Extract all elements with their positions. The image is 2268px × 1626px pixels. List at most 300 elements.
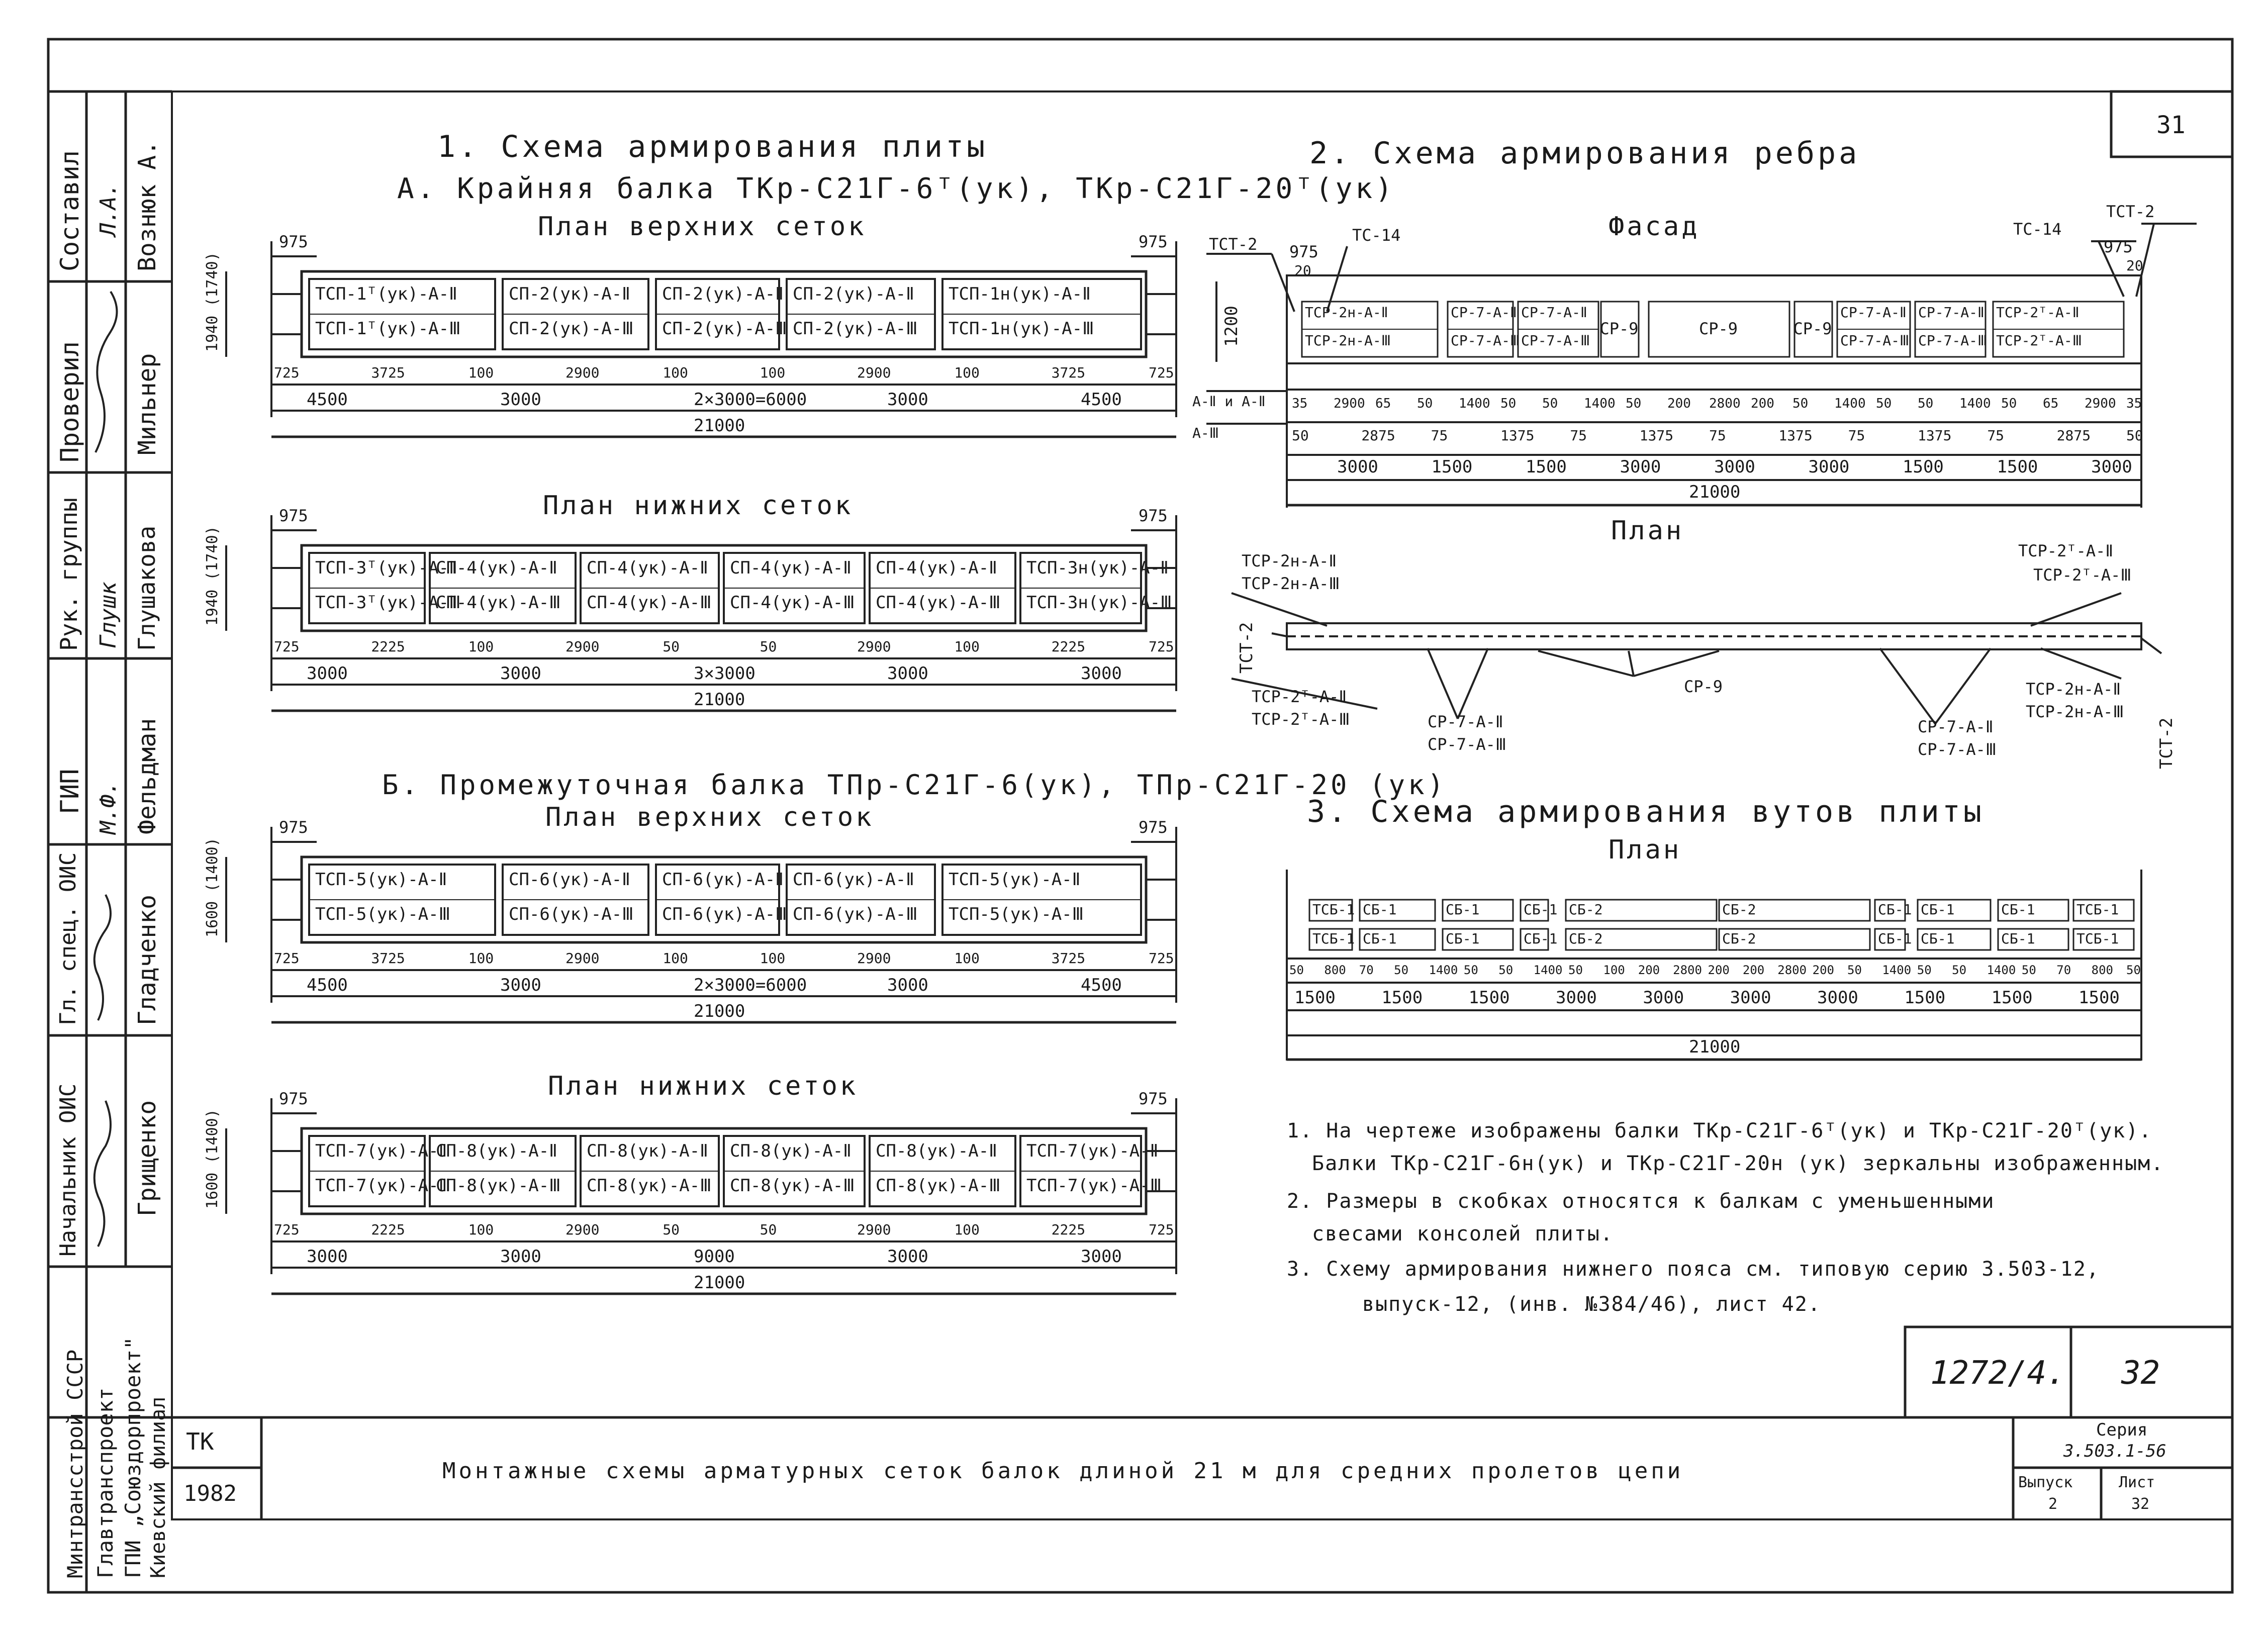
s2-dim-a3-0: 50 — [1292, 427, 1309, 444]
b-bot-dim1-9: 725 — [1149, 1221, 1174, 1238]
s2-plan-bl2: ТСР-2ᵀ-А-Ⅲ — [1252, 710, 1350, 729]
s3-dim1-19: 50 — [1952, 963, 1967, 977]
s2-dim-a2-0: 35 — [1292, 396, 1308, 411]
s3-row1-7: СБ-1 — [1921, 901, 1955, 918]
b-top-overhang-left: 975 — [279, 818, 308, 837]
s2-plan-cr1: СР-7-А-Ⅱ — [1918, 717, 1994, 736]
note-1a: 1. На чертеже изображены балки ТКр-С21Г-6ᵀ(ук) и ТКр-С21Г-20ᵀ(ук). — [1287, 1119, 2152, 1142]
s3-row2-0: ТСБ-1 — [1312, 930, 1355, 947]
s2-dim-a3-8: 75 — [1848, 427, 1865, 444]
a-top-dim1-5: 100 — [760, 364, 786, 381]
s3-row1-2: СБ-1 — [1446, 901, 1480, 918]
s3-dim1-4: 1400 — [1429, 963, 1458, 977]
a-bot-cell-3-a2: СП-4(ук)-А-Ⅱ — [730, 558, 852, 578]
s3-row2-3: СБ-1 — [1524, 930, 1558, 947]
b-top-dim1-4: 100 — [663, 950, 688, 967]
s2-cell-1-a3: СР-7-А-Ⅲ — [1451, 332, 1520, 349]
a-bot-dim2-0: 3000 — [307, 663, 348, 684]
s2-dim-big-1: 1500 — [1431, 457, 1473, 477]
a-bot-dim1-0: 725 — [274, 638, 300, 655]
b-top-cell-2-a2: СП-6(ук)-А-Ⅱ — [662, 870, 784, 890]
b-top-dim1-5: 100 — [760, 950, 786, 967]
s2-row-a3-label: А-Ⅲ — [1192, 425, 1219, 441]
s2-d20-right: 20 — [2126, 257, 2143, 274]
s2-plan-tst-right: ТСТ-2 — [2156, 717, 2177, 769]
b-bot-cell-4-a3: СП-8(ук)-А-Ⅲ — [876, 1176, 1001, 1196]
s2-cell-4: СР-9 — [1699, 319, 1738, 338]
s3-dim1-11: 2800 — [1673, 963, 1702, 977]
s3-dim2-6: 3000 — [1817, 988, 1858, 1008]
s3-dim1-16: 50 — [1847, 963, 1862, 977]
b-bot-overhang-left: 975 — [279, 1089, 308, 1108]
a-bot-cell-4-a2: СП-4(ук)-А-Ⅱ — [876, 558, 997, 578]
s2-dim-big-5: 3000 — [1808, 457, 1850, 477]
mesh-outline — [1443, 929, 1513, 950]
a-bot-cell-5-a2: ТСП-3н(ук)-А-Ⅱ — [1026, 558, 1169, 578]
b-top-dim2-4: 4500 — [1081, 975, 1122, 995]
b-top-cell-0-a2: ТСП-5(ук)-А-Ⅱ — [315, 870, 447, 890]
series-value: 3.503.1-56 — [2063, 1441, 2166, 1461]
s2-dim-a2-2: 65 — [1375, 396, 1391, 411]
s3-row2-5: СБ-2 — [1722, 930, 1756, 947]
a-bot-cell-1-a3: СП-4(ук)-А-Ⅲ — [436, 593, 561, 613]
s3-dim1-7: 1400 — [1533, 963, 1563, 977]
a-top-cell-1-a2: СП-2(ук)-А-Ⅱ — [509, 284, 630, 304]
b-bot-total: 21000 — [694, 1273, 745, 1293]
stamp-sign-1: Л.А. — [96, 183, 121, 236]
b-bot-dim2-2: 9000 — [694, 1247, 735, 1267]
s2-dim-a2-3: 50 — [1417, 396, 1433, 411]
s2-title: 2. Схема армирования ребра — [1309, 136, 1860, 171]
s2-total: 21000 — [1689, 482, 1741, 502]
s3-dim1-0: 50 — [1289, 963, 1304, 977]
s2-plan-cr2: СР-7-А-Ⅲ — [1918, 740, 1997, 759]
mesh-outline — [1649, 302, 1789, 357]
s2-dim-a2-5: 50 — [1500, 396, 1517, 411]
s2-dim-a2-6: 50 — [1542, 396, 1558, 411]
s2-ts14-left: ТС-14 — [1352, 226, 1401, 245]
s3-dim1-8: 50 — [1568, 963, 1583, 977]
org-4: Киевский филиал — [147, 1396, 170, 1578]
a-bot-dim2-3: 3000 — [887, 663, 928, 684]
s2-plan-tr1: ТСР-2ᵀ-А-Ⅱ — [2018, 541, 2114, 560]
b-bot-dim1-5: 50 — [760, 1221, 777, 1238]
s1-title: 1. Схема армирования плиты — [437, 129, 988, 164]
s2-dim-a2-12: 50 — [1792, 396, 1809, 411]
b-bot-cell-0-a2: ТСП-7(ук)-А-Ⅱ — [315, 1141, 447, 1161]
b-top-total: 21000 — [694, 1001, 745, 1021]
s2-facade-title: Фасад — [1609, 212, 1700, 242]
s1-b-top-plan-title: План верхних сеток — [545, 802, 874, 832]
org-3: ГПИ „Союздорпроект" — [121, 1336, 145, 1578]
title-code: ТК — [186, 1428, 214, 1455]
s3-total: 21000 — [1689, 1037, 1741, 1057]
s2-d975-right: 975 — [2104, 237, 2133, 256]
series-label: Серия — [2096, 1420, 2148, 1440]
b-top-dim2-0: 4500 — [307, 975, 348, 995]
s2-plan-tl2: ТСР-2н-А-Ⅲ — [1242, 574, 1340, 593]
s1-a-top-plan-title: План верхних сеток — [538, 212, 867, 242]
a-bot-dim1-1: 2225 — [371, 638, 405, 655]
s3-row2-1: СБ-1 — [1363, 930, 1397, 947]
s3-dim1-12: 200 — [1708, 963, 1730, 977]
b-bot-cell-3-a3: СП-8(ук)-А-Ⅲ — [730, 1176, 855, 1196]
s2-tst2-left: ТСТ-2 — [1209, 235, 1258, 254]
s3-dim1-20: 1400 — [1987, 963, 2016, 977]
b-top-dim1-7: 100 — [954, 950, 980, 967]
s3-dim1-6: 50 — [1498, 963, 1514, 977]
a-bot-cell-0-a3: ТСП-3ᵀ(ук)-А-Ⅲ — [315, 593, 461, 613]
a-bot-overhang-right: 975 — [1139, 506, 1168, 525]
title-year: 1982 — [183, 1481, 237, 1506]
s2-height: 1200 — [1221, 306, 1242, 347]
issue-value: 2 — [2048, 1495, 2058, 1513]
b-top-cell-2-a3: СП-6(ук)-А-Ⅲ — [662, 904, 787, 924]
s3-dim1-17: 1400 — [1882, 963, 1912, 977]
b-bot-dim1-6: 2900 — [857, 1221, 891, 1238]
note-2a: 2. Размеры в скобках относятся к балкам с уменьшенными — [1287, 1190, 1995, 1213]
a-top-dim1-8: 3725 — [1051, 364, 1086, 381]
s2-dim-a3-9: 1375 — [1918, 427, 1952, 444]
s2-ts14-right: ТС-14 — [2013, 220, 2062, 239]
mesh-outline — [1875, 929, 1905, 950]
s2-dim-a2-14: 50 — [1876, 396, 1892, 411]
s2-dim-big-4: 3000 — [1714, 457, 1755, 477]
b-bot-dim2-0: 3000 — [307, 1247, 348, 1267]
a-bot-dim1-5: 50 — [760, 638, 777, 655]
s2-dim-a3-12: 50 — [2126, 427, 2143, 444]
a-bot-width: 1940 (1740) — [204, 526, 221, 626]
doc-sheet: 32 — [2121, 1355, 2160, 1392]
s3-row2-2: СБ-1 — [1446, 930, 1480, 947]
sheet-number-top: 31 — [2156, 111, 2186, 139]
b-bot-cell-4-a2: СП-8(ук)-А-Ⅱ — [876, 1141, 997, 1161]
a-bot-cell-2-a3: СП-4(ук)-А-Ⅲ — [587, 593, 712, 613]
a-top-cell-4-a3: ТСП-1н(ук)-А-Ⅲ — [949, 319, 1094, 339]
mesh-outline — [1601, 302, 1639, 357]
s3-dim2-1: 1500 — [1381, 988, 1423, 1008]
s2-row-a2-label: А-Ⅱ и А-Ⅱ — [1192, 393, 1266, 410]
a-top-dim1-2: 100 — [468, 364, 494, 381]
s2-plan-tl1: ТСР-2н-А-Ⅱ — [1242, 551, 1337, 570]
a-bot-cell-1-a2: СП-4(ук)-А-Ⅱ — [436, 558, 557, 578]
s2-plan-br1: ТСР-2н-А-Ⅱ — [2026, 680, 2121, 699]
stamp-role-2: Проверил — [55, 341, 84, 462]
b-top-dim1-0: 725 — [274, 950, 300, 967]
stamp-name-5: Гладченко — [133, 894, 161, 1025]
s3-dim1-23: 800 — [2091, 963, 2113, 977]
stamp-name-1: Вознюк А. — [133, 140, 161, 271]
b-top-cell-3-a3: СП-6(ук)-А-Ⅲ — [793, 904, 918, 924]
s2-dim-big-0: 3000 — [1337, 457, 1378, 477]
s2-cell-8-a3: ТСР-2ᵀ-А-Ⅲ — [1996, 332, 2083, 349]
s3-dim1-1: 800 — [1324, 963, 1346, 977]
s2-plan-br2: ТСР-2н-А-Ⅲ — [2026, 702, 2124, 721]
s2-plan-sr9: СР-9 — [1684, 677, 1723, 696]
s3-row1-3: СБ-1 — [1524, 901, 1558, 918]
a-bot-dim1-6: 2900 — [857, 638, 891, 655]
a-top-dim1-7: 100 — [954, 364, 980, 381]
s3-dim2-4: 3000 — [1643, 988, 1684, 1008]
b-bot-dim1-3: 2900 — [565, 1221, 600, 1238]
a-bot-dim1-8: 2225 — [1051, 638, 1086, 655]
mesh-outline — [1309, 929, 1352, 950]
a-bot-cell-5-a3: ТСП-3н(ук)-А-Ⅲ — [1026, 593, 1172, 613]
b-bot-dim1-7: 100 — [954, 1221, 980, 1238]
b-top-cell-1-a3: СП-6(ук)-А-Ⅲ — [509, 904, 634, 924]
s3-dim2-5: 3000 — [1730, 988, 1771, 1008]
mesh-outline — [1309, 900, 1352, 921]
a-top-cell-4-a2: ТСП-1н(ук)-А-Ⅱ — [949, 284, 1091, 304]
mesh-outline — [1443, 900, 1513, 921]
stamp-sign-3: Глушк — [96, 582, 121, 648]
mesh-outline — [2073, 929, 2134, 950]
b-top-cell-3-a2: СП-6(ук)-А-Ⅱ — [793, 870, 914, 890]
b-top-width: 1600 (1400) — [204, 837, 221, 937]
s2-dim-a2-15: 50 — [1918, 396, 1934, 411]
b-bot-dim2-1: 3000 — [500, 1247, 541, 1267]
a-top-cell-3-a3: СП-2(ук)-А-Ⅲ — [793, 319, 918, 339]
stamp-name-4: Фельдман — [133, 718, 161, 834]
b-top-cell-1-a2: СП-6(ук)-А-Ⅱ — [509, 870, 630, 890]
org-2: Главтранспроект — [93, 1387, 118, 1578]
b-top-dim1-9: 725 — [1149, 950, 1174, 967]
b-bot-cell-3-a2: СП-8(ук)-А-Ⅱ — [730, 1141, 852, 1161]
s3-dim1-9: 100 — [1603, 963, 1625, 977]
s3-row2-4: СБ-2 — [1569, 930, 1603, 947]
b-top-dim2-3: 3000 — [887, 975, 928, 995]
a-top-cell-0-a2: ТСП-1ᵀ(ук)-А-Ⅱ — [315, 284, 457, 304]
s1-b-bottom-plan-title: План нижних сеток — [548, 1071, 859, 1101]
s2-dim-a2-20: 35 — [2126, 396, 2142, 411]
s2-d975-left: 975 — [1289, 242, 1318, 261]
s2-dim-a3-11: 2875 — [2056, 427, 2091, 444]
a-top-dim1-6: 2900 — [857, 364, 891, 381]
note-1b: Балки ТКр-С21Г-6н(ук) и ТКр-С21Г-20н (ук) зеркальны изображенным. — [1312, 1152, 2164, 1175]
s2-cell-3: СР-9 — [1599, 319, 1639, 338]
b-top-dim1-6: 2900 — [857, 950, 891, 967]
s3-dim2-3: 3000 — [1556, 988, 1597, 1008]
mesh-outline — [1360, 900, 1435, 921]
s3-row1-6: СБ-1 — [1878, 901, 1912, 918]
s3-dim2-9: 1500 — [2078, 988, 2120, 1008]
note-3a: 3. Схему армирования нижнего пояса см. типовую серию 3.503-12, — [1287, 1258, 2100, 1281]
b-bot-width: 1600 (1400) — [204, 1109, 221, 1209]
list-label: Лист — [2119, 1474, 2155, 1491]
s2-dim-a3-1: 2875 — [1361, 427, 1395, 444]
s2-dim-a3-5: 1375 — [1639, 427, 1674, 444]
stamp-role-4: ГИП — [55, 769, 84, 814]
s2-dim-a3-2: 75 — [1431, 427, 1448, 444]
a-top-dim2-4: 4500 — [1081, 390, 1122, 410]
b-bot-dim1-1: 2225 — [371, 1221, 405, 1238]
s2-cell-6-a3: СР-7-А-Ⅲ — [1840, 332, 1910, 349]
a-top-cell-1-a3: СП-2(ук)-А-Ⅲ — [509, 319, 634, 339]
issue-label: Выпуск — [2018, 1474, 2073, 1491]
s2-plan-title: План — [1611, 516, 1684, 546]
stamp-role-5: Гл. спец. ОИС — [55, 852, 81, 1025]
s2-cell-7-a2: СР-7-А-Ⅱ — [1918, 304, 1984, 321]
s2-cell-1-a2: СР-7-А-Ⅱ — [1451, 304, 1517, 321]
mesh-outline — [1918, 929, 1991, 950]
a-top-dim1-3: 2900 — [565, 364, 600, 381]
a-top-width: 1940 (1740) — [204, 252, 221, 352]
s1-a-title: А. Крайняя балка ТКр-С21Г-6ᵀ(ук), ТКр-С21Г-20ᵀ(ук) — [397, 172, 1395, 205]
mesh-outline — [1719, 900, 1870, 921]
stamp-role-6: Начальник ОИС — [55, 1083, 81, 1257]
a-top-dim2-1: 3000 — [500, 390, 541, 410]
s2-dim-big-8: 3000 — [2091, 457, 2132, 477]
s2-dim-big-2: 1500 — [1526, 457, 1567, 477]
s2-cell-2-a3: СР-7-А-Ⅲ — [1521, 332, 1590, 349]
a-top-dim1-4: 100 — [663, 364, 688, 381]
a-top-cell-0-a3: ТСП-1ᵀ(ук)-А-Ⅲ — [315, 319, 461, 339]
a-top-total: 21000 — [694, 416, 745, 436]
s2-dim-a2-19: 2900 — [2085, 396, 2116, 411]
b-bot-cell-2-a2: СП-8(ук)-А-Ⅱ — [587, 1141, 708, 1161]
a-bot-dim2-1: 3000 — [500, 663, 541, 684]
s3-row1-0: ТСБ-1 — [1312, 901, 1355, 918]
s2-dim-a2-17: 50 — [2001, 396, 2017, 411]
s2-dim-a3-7: 1375 — [1778, 427, 1813, 444]
b-bot-overhang-right: 975 — [1139, 1089, 1168, 1108]
a-bot-dim1-9: 725 — [1149, 638, 1174, 655]
b-top-cell-4-a3: ТСП-5(ук)-А-Ⅲ — [949, 904, 1084, 924]
s3-dim1-10: 200 — [1638, 963, 1660, 977]
s2-cell-8-a2: ТСР-2ᵀ-А-Ⅱ — [1996, 304, 2080, 321]
s3-dim1-14: 2800 — [1777, 963, 1807, 977]
s3-dim1-22: 70 — [2056, 963, 2071, 977]
s3-dim1-13: 200 — [1742, 963, 1765, 977]
s2-dim-a2-7: 1400 — [1584, 396, 1616, 411]
s3-dim2-0: 1500 — [1294, 988, 1336, 1008]
stamp-role-1: Составил — [55, 150, 84, 271]
b-bot-cell-0-a3: ТСП-7(ук)-А-Ⅲ — [315, 1176, 451, 1196]
s3-dim2-2: 1500 — [1468, 988, 1510, 1008]
b-bot-dim1-8: 2225 — [1051, 1221, 1086, 1238]
s3-dim1-5: 50 — [1463, 963, 1478, 977]
a-top-cell-2-a3: СП-2(ук)-А-Ⅲ — [662, 319, 787, 339]
mesh-outline — [1521, 900, 1548, 921]
drawing-title: Монтажные схемы арматурных сеток балок длиной 21 м для средних пролетов цепи — [442, 1458, 1684, 1484]
s2-cell-6-a2: СР-7-А-Ⅱ — [1840, 304, 1907, 321]
s2-dim-a2-16: 1400 — [1959, 396, 1991, 411]
a-bot-cell-2-a2: СП-4(ук)-А-Ⅱ — [587, 558, 708, 578]
s2-dim-a2-11: 200 — [1751, 396, 1774, 411]
a-bot-dim1-3: 2900 — [565, 638, 600, 655]
stamp-name-3: Глушакова — [133, 525, 160, 651]
s3-row2-6: СБ-1 — [1878, 930, 1912, 947]
s2-dim-a3-10: 75 — [1987, 427, 2005, 444]
s3-row1-8: СБ-1 — [2001, 901, 2035, 918]
b-top-overhang-right: 975 — [1139, 818, 1168, 837]
mesh-outline — [2073, 900, 2134, 921]
b-bot-dim2-4: 3000 — [1081, 1247, 1122, 1267]
s2-plan-cl2: СР-7-А-Ⅲ — [1428, 735, 1506, 754]
s2-dim-a2-10: 2800 — [1709, 396, 1741, 411]
s2-cell-0-a2: ТСР-2н-А-Ⅱ — [1305, 304, 1388, 321]
mesh-outline — [1719, 929, 1870, 950]
s2-cell-2-a2: СР-7-А-Ⅱ — [1521, 304, 1587, 321]
s3-row1-1: СБ-1 — [1363, 901, 1397, 918]
mesh-outline — [1998, 900, 2068, 921]
s3-dim2-8: 1500 — [1991, 988, 2033, 1008]
doc-number: 1272/4. — [1930, 1355, 2066, 1392]
b-top-dim2-1: 3000 — [500, 975, 541, 995]
stamp-role-3: Рук. группы — [55, 498, 82, 651]
b-top-dim1-1: 3725 — [371, 950, 405, 967]
a-top-dim1-0: 725 — [274, 364, 300, 381]
b-top-dim1-8: 3725 — [1051, 950, 1086, 967]
b-bot-dim2-3: 3000 — [887, 1247, 928, 1267]
mesh-outline — [1918, 900, 1991, 921]
s2-plan-tst-left: ТСТ-2 — [1237, 622, 1257, 674]
a-bot-dim2-4: 3000 — [1081, 663, 1122, 684]
a-top-dim1-1: 3725 — [371, 364, 405, 381]
stamp-name-6: Грищенко — [133, 1100, 161, 1216]
mesh-outline — [1521, 929, 1548, 950]
mesh-outline — [1794, 302, 1832, 357]
mesh-outline — [1998, 929, 2068, 950]
a-top-overhang-right: 975 — [1139, 232, 1168, 251]
b-top-cell-4-a2: ТСП-5(ук)-А-Ⅱ — [949, 870, 1081, 890]
s3-dim1-21: 50 — [2021, 963, 2036, 977]
a-bot-dim1-4: 50 — [663, 638, 680, 655]
s2-cell-5: СР-9 — [1793, 319, 1832, 338]
s2-dim-a3-3: 1375 — [1500, 427, 1535, 444]
s1-b-title: Б. Промежуточная балка ТПр-С21Г-6(ук), ТПр-С21Г-20 (ук) — [382, 769, 1447, 801]
a-bot-cell-3-a3: СП-4(ук)-А-Ⅲ — [730, 593, 855, 613]
stamp-name-2: Мильнер — [133, 353, 161, 455]
s2-cell-7-a3: СР-7-А-Ⅲ — [1918, 332, 1988, 349]
s2-dim-a3-4: 75 — [1570, 427, 1587, 444]
b-top-cell-0-a3: ТСП-5(ук)-А-Ⅲ — [315, 904, 451, 924]
s3-row2-8: СБ-1 — [2001, 930, 2035, 947]
s3-dim2-7: 1500 — [1904, 988, 1946, 1008]
org-1: Минтрансстрой СССР — [63, 1349, 87, 1578]
a-bot-cell-0-a2: ТСП-3ᵀ(ук)-А-Ⅱ — [315, 558, 457, 578]
s2-dim-a2-8: 50 — [1626, 396, 1642, 411]
a-top-dim2-0: 4500 — [307, 390, 348, 410]
a-bot-dim1-7: 100 — [954, 638, 980, 655]
s2-plan-tr2: ТСР-2ᵀ-А-Ⅲ — [2033, 565, 2132, 585]
b-bot-dim1-4: 50 — [663, 1221, 680, 1238]
a-top-overhang-left: 975 — [279, 232, 308, 251]
a-top-dim1-9: 725 — [1149, 364, 1174, 381]
s3-dim1-24: 50 — [2126, 963, 2141, 977]
a-top-dim2-3: 3000 — [887, 390, 928, 410]
s3-row1-9: ТСБ-1 — [2076, 901, 2119, 918]
s3-title: 3. Схема армирования вутов плиты — [1307, 794, 1984, 829]
mesh-outline — [1875, 900, 1905, 921]
s3-plan-title: План — [1609, 835, 1682, 865]
b-top-dim1-2: 100 — [468, 950, 494, 967]
a-top-cell-3-a2: СП-2(ук)-А-Ⅱ — [793, 284, 914, 304]
s2-dim-a2-18: 65 — [2043, 396, 2059, 411]
s2-tst2-right: ТСТ-2 — [2106, 202, 2155, 221]
b-top-dim1-3: 2900 — [565, 950, 600, 967]
s2-cell-0-a3: ТСР-2н-А-Ⅲ — [1305, 332, 1391, 349]
s3-dim1-3: 50 — [1394, 963, 1409, 977]
list-value: 32 — [2131, 1495, 2150, 1513]
a-bot-cell-4-a3: СП-4(ук)-А-Ⅲ — [876, 593, 1001, 613]
b-bot-cell-1-a2: СП-8(ук)-А-Ⅱ — [436, 1141, 557, 1161]
mesh-outline — [1566, 900, 1717, 921]
b-bot-cell-2-a3: СП-8(ук)-А-Ⅲ — [587, 1176, 712, 1196]
stamp-sign-4: М.Ф. — [96, 781, 121, 834]
b-bot-cell-1-a3: СП-8(ук)-А-Ⅲ — [436, 1176, 561, 1196]
mesh-outline — [1360, 929, 1435, 950]
